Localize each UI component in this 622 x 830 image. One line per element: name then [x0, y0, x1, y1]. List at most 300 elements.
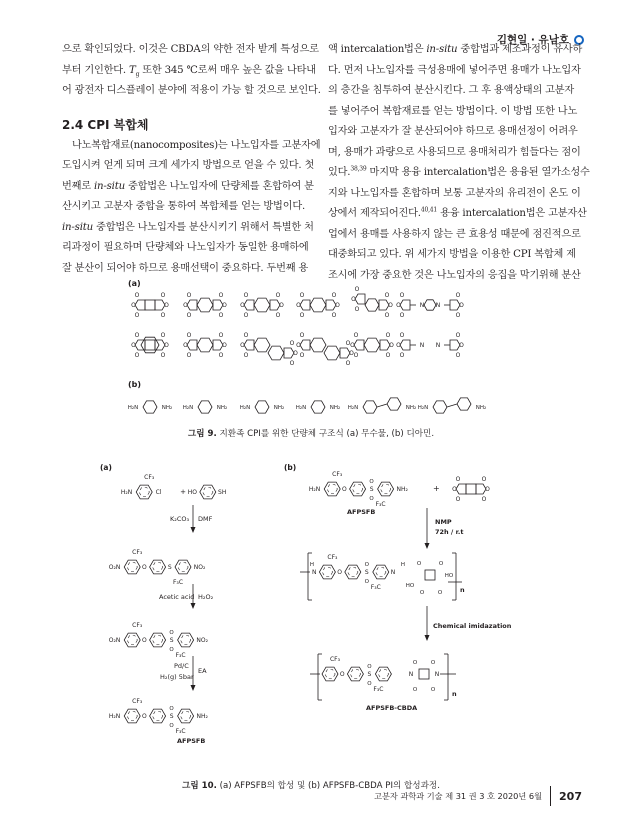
atom-label: H — [400, 562, 406, 568]
atom-label: O — [186, 292, 192, 299]
atom-label: O — [131, 302, 136, 309]
text-segment: 또한 345 ℃로써 매우 높은 값을 나타내 — [139, 64, 316, 76]
text-segment: 업에서 용매를 사용하지 않는 큰 효용성 때문에 점진적으로 — [328, 228, 581, 240]
amine-label: H₂N — [295, 405, 307, 411]
text-segment: 대중화되고 있다. 위 세가지 방법을 이용한 CPI 복합체 제 — [328, 249, 576, 260]
ring — [268, 346, 284, 360]
imidization-label: Chemical imidazation — [433, 622, 512, 630]
atom-label: O — [169, 706, 174, 712]
diamine-structure — [348, 398, 416, 413]
ring — [345, 565, 361, 579]
atom-label: O — [275, 312, 281, 319]
atom-label: HO — [444, 573, 454, 579]
author-names: 김현일 · 유남호 — [496, 34, 569, 46]
atom-label: F₃C — [375, 501, 386, 508]
footer-divider — [550, 786, 551, 806]
dianhydride-structure — [396, 332, 464, 359]
diamine-structure — [128, 401, 172, 413]
atom-label: O — [354, 306, 360, 313]
ring — [387, 398, 401, 410]
aromatic-ring — [127, 563, 137, 572]
step1-solvent: DMF — [198, 515, 213, 523]
anhydride-ring — [244, 340, 254, 350]
step3-catalyst: Pd/C — [174, 662, 189, 670]
ring — [136, 485, 152, 499]
atom-label: O — [289, 340, 295, 347]
polymer-name: AFPSFB-CBDA — [366, 704, 418, 712]
figure-10 — [100, 463, 512, 745]
atom-label: O — [275, 292, 281, 299]
amine-label: NH₂ — [405, 405, 417, 411]
text-segment: 으로 확인되었다. 이것은 CBDA의 약한 전자 받게 특성으로 — [62, 44, 319, 55]
plus-sign: + — [180, 488, 186, 496]
figure-9 — [128, 279, 486, 413]
atom-label: O — [369, 496, 374, 502]
atom-label: O — [222, 302, 227, 309]
atom-label: NH₂ — [396, 486, 408, 493]
ring — [124, 560, 140, 574]
dianhydride-structure — [240, 332, 298, 367]
atom-label: O — [169, 647, 174, 653]
atom-label: O — [164, 342, 169, 349]
anhydride-ring — [355, 294, 365, 304]
dianhydride-structure — [350, 332, 394, 359]
anhydride-ring — [400, 340, 410, 350]
atom-label: O — [160, 332, 166, 339]
atom-label: O — [412, 660, 418, 666]
repeat-unit-n: n — [452, 690, 457, 698]
text-segment: 도입시켜 얻게 되며 크게 세가지 방법으로 얻을 수 있다. 첫 — [62, 160, 315, 171]
ring — [124, 709, 140, 723]
atom-label: N — [390, 569, 396, 576]
atom-label: CF₃ — [332, 471, 343, 478]
atom-label: O — [385, 352, 391, 359]
molecule-structure — [109, 622, 209, 659]
ring — [175, 560, 191, 574]
anhydride-ring — [135, 340, 145, 350]
aromatic-ring — [325, 670, 335, 679]
ring — [254, 338, 270, 352]
aromatic-ring — [350, 670, 360, 679]
ring — [373, 565, 389, 579]
atom-label: O — [399, 352, 405, 359]
aromatic-ring — [152, 563, 162, 572]
atom-label: O — [335, 302, 340, 309]
atom-label: O — [353, 352, 359, 359]
aromatic-ring — [348, 568, 358, 577]
atom-label: O — [438, 561, 444, 567]
atom-label: H₂N — [308, 486, 321, 493]
atom-label: HO — [405, 583, 415, 589]
ring — [198, 401, 212, 413]
text-segment: in-situ — [93, 180, 125, 192]
fig10-panel-a-label: (a) — [100, 463, 112, 472]
atom-label: Cl — [155, 489, 162, 496]
atom-label: S — [169, 713, 174, 720]
atom-label: F₃C — [175, 652, 186, 659]
atom-label: NO₂ — [193, 564, 206, 571]
aromatic-ring — [180, 712, 190, 721]
fig10b-monomer-name: AFPSFB — [347, 508, 376, 516]
diamine-structure — [183, 401, 227, 413]
aromatic-ring — [152, 712, 162, 721]
atom-label: O — [131, 342, 136, 349]
atom-label: S — [364, 569, 369, 576]
atom-label: O — [367, 664, 372, 670]
atom-label: O — [299, 312, 305, 319]
caption-label: 그림 9. — [187, 429, 217, 439]
ring — [197, 298, 213, 312]
molecule-structure — [109, 698, 209, 735]
ring — [143, 401, 157, 413]
atom-label: H₂N — [108, 713, 121, 720]
atom-label: O — [485, 486, 490, 493]
text-segment: g — [135, 70, 140, 78]
atom-label: O — [388, 302, 393, 309]
atom-label: O — [384, 292, 390, 299]
ring — [375, 667, 391, 681]
atom-label: O — [396, 342, 401, 349]
atom-label: O — [345, 340, 351, 347]
dianhydride-structure — [351, 286, 393, 319]
atom-label: NO₂ — [196, 637, 209, 644]
ring — [378, 482, 394, 496]
atom-label: N — [311, 569, 317, 576]
atom-label: O — [142, 564, 147, 571]
section-heading: 2.4 CPI 복합체 — [62, 117, 149, 132]
dianhydride-structure — [296, 292, 340, 319]
repeat-unit-n: n — [460, 586, 465, 594]
text-segment: 조시에 가장 중요한 것은 나노입자의 응집을 막기위해 분산 — [328, 269, 581, 281]
ring — [255, 401, 269, 413]
aromatic-ring — [378, 670, 388, 679]
molecule-structure — [109, 549, 206, 586]
page-number: 207 — [559, 789, 582, 803]
anhydride-ring — [400, 300, 410, 310]
bond — [447, 404, 457, 407]
atom-label: O — [364, 562, 369, 568]
cbda-dianhydride — [452, 476, 490, 503]
text-segment: 지와 나노입자를 혼합하며 보통 고분자의 유리전이 온도 이 — [328, 187, 581, 199]
atom-label: O — [455, 352, 461, 359]
atom-label: O — [164, 302, 169, 309]
atom-label: O — [240, 342, 245, 349]
ring — [150, 560, 166, 574]
atom-label: O — [218, 332, 224, 339]
atom-label: O — [169, 723, 174, 729]
ring — [424, 300, 436, 310]
text-segment: T — [128, 64, 136, 76]
atom-label: O — [455, 292, 461, 299]
atom-label: F₃C — [175, 728, 186, 735]
atom-label: O — [430, 660, 436, 666]
atom-label: O — [160, 292, 166, 299]
cyclobutane-ring — [425, 570, 435, 580]
anhydride-ring — [135, 300, 145, 310]
atom-label: O — [142, 713, 147, 720]
figure-9-caption — [0, 427, 622, 439]
text-segment: 어 광전자 디스플레이 분야에 적용이 가능 할 것으로 보인다. — [62, 85, 321, 96]
amine-label: H₂N — [347, 405, 359, 411]
ring — [124, 633, 140, 647]
atom-label: O — [296, 302, 301, 309]
atom-label: O — [160, 312, 166, 319]
text-segment: 며, 용매가 과량으로 사용되므로 용매처리가 힘들다는 점이 — [328, 146, 581, 158]
amine-label: H₂N — [417, 405, 429, 411]
atom-label: O — [142, 637, 147, 644]
cyclobutane-ring — [466, 484, 476, 494]
caption-label: 그림 10. — [182, 781, 217, 791]
atom-label: O — [299, 332, 305, 339]
text-segment: 중합법은 나노입자에 단량체를 혼합하여 분 — [124, 180, 314, 192]
ring — [197, 338, 213, 352]
text-segment: 입자와 고분자가 잘 분산되어야 하므로 용매선정이 어려우 — [328, 126, 578, 137]
aromatic-ring — [322, 568, 332, 577]
atom-label: O — [337, 569, 342, 576]
atom-label: O — [186, 312, 192, 319]
diamine-structure — [296, 401, 340, 413]
dianhydride-structure — [396, 292, 464, 319]
ring — [364, 338, 380, 352]
atom-label: O — [279, 302, 284, 309]
atom-label: O — [385, 332, 391, 339]
atom-label: O — [412, 687, 418, 693]
anhydride-ring — [300, 300, 310, 310]
ring — [178, 709, 194, 723]
aromatic-ring — [178, 563, 188, 572]
atom-label: O — [364, 579, 369, 585]
ring — [433, 401, 447, 413]
atom-label: S — [369, 486, 374, 493]
atom-label: O — [183, 342, 188, 349]
atom-label: CF₃ — [327, 554, 338, 561]
atom-label: O — [218, 292, 224, 299]
atom-label: O — [296, 342, 301, 349]
plus-sign: + — [433, 484, 440, 493]
atom-label: O — [455, 476, 461, 483]
aromatic-ring — [139, 488, 149, 497]
atom-label: O — [396, 302, 401, 309]
text-segment: 중합법과 제조과정이 유사하 — [457, 44, 583, 55]
atom-label: O₂N — [108, 637, 121, 644]
amine-label: H₂N — [239, 405, 251, 411]
ring — [178, 633, 194, 647]
aromatic-ring — [152, 636, 162, 645]
reaction-arrow-head — [191, 527, 196, 533]
text-segment: 산시키고 고분자 중합을 통하여 복합체를 얻는 방법이다. — [62, 201, 306, 212]
amine-label: NH₂ — [273, 405, 285, 411]
atom-label: O — [243, 292, 249, 299]
imide-core — [409, 660, 440, 693]
journal-info: 고분자 과학과 기술 제 31 권 3 호 2020년 6월 — [374, 790, 543, 801]
atom-label: O — [399, 312, 405, 319]
atom-label: O — [134, 352, 140, 359]
dianhydride-structure — [296, 332, 354, 367]
atom-label: O — [240, 302, 245, 309]
reaction-arrow-head — [191, 685, 196, 691]
atom-label: O — [169, 630, 174, 636]
atom-label: O — [384, 312, 390, 319]
atom-label: O — [419, 590, 425, 596]
cyclobutane-ring — [419, 669, 429, 679]
text-segment: 중합법은 나노입자를 분산시키기 위해서 특별한 처 — [93, 221, 314, 233]
anhydride-ring — [187, 300, 197, 310]
molecule-structure — [309, 471, 409, 508]
amine-label: NH₂ — [216, 405, 228, 411]
text-segment: 마지막 용융 intercalation법은 용융된 열가소성수 — [366, 167, 590, 178]
atom-label: O₂N — [108, 564, 121, 571]
anhydride-ring — [187, 340, 197, 350]
anhydride-ring — [354, 340, 364, 350]
text-segment: 를 넣어주어 복합재료를 얻는 방법이다. 이 방법 또한 나노 — [328, 105, 578, 117]
ring — [347, 667, 363, 681]
atom-label: O — [354, 286, 360, 293]
atom-label: N — [408, 671, 414, 678]
amine-label: NH₂ — [329, 405, 341, 411]
text-segment: 나노복합재료(nanocomposites)는 나노입자를 고분자에 — [72, 139, 321, 151]
aromatic-ring — [203, 488, 213, 497]
atom-label: O — [353, 332, 359, 339]
text-segment: 상에서 제작되어진다. — [328, 208, 421, 219]
atom-label: O — [369, 479, 374, 485]
molecule-structure — [309, 554, 396, 591]
text-segment: in-situ — [62, 221, 94, 233]
atom-label: O — [351, 296, 356, 303]
fig10-panel-b-label: (b) — [284, 463, 297, 472]
atom-label: O — [134, 332, 140, 339]
ring — [141, 337, 159, 353]
atom-label: O — [416, 561, 422, 567]
ring — [324, 482, 340, 496]
ring — [150, 709, 166, 723]
atom-label: O — [331, 312, 337, 319]
atom-label: S — [167, 564, 172, 571]
text-segment: 용융 intercalation법은 고분자산 — [437, 208, 587, 219]
page-footer — [374, 786, 582, 806]
atom-label: O — [293, 350, 298, 357]
ring — [363, 401, 377, 413]
amine-label: NH₂ — [161, 405, 173, 411]
atom-label: O — [243, 352, 249, 359]
ring — [457, 398, 471, 410]
atom-label: O — [186, 332, 192, 339]
diamine-structure — [418, 398, 486, 413]
atom-label: O — [399, 332, 405, 339]
atom-label: O — [160, 352, 166, 359]
atom-label: N — [435, 302, 441, 309]
text-segment: 40,41 — [420, 206, 438, 214]
ring — [319, 565, 335, 579]
atom-label: O — [459, 302, 464, 309]
atom-label: O — [459, 342, 464, 349]
atom-label: O — [389, 342, 394, 349]
text-segment: 액 intercalation법은 — [328, 44, 427, 55]
atom-label: N — [435, 342, 441, 349]
atom-label: S — [367, 671, 372, 678]
text-segment: 38,39 — [350, 165, 367, 173]
dianhydride-structure — [131, 332, 169, 359]
atom-label: F₃C — [373, 686, 384, 693]
aromatic-ring — [327, 485, 337, 494]
atom-label: O — [331, 292, 337, 299]
atom-label: CF₃ — [132, 549, 143, 556]
atom-label: O — [452, 486, 457, 493]
ring — [310, 338, 326, 352]
atom-label: O — [342, 486, 347, 493]
text-segment: 부터 기인한다. — [62, 64, 129, 76]
reaction-arrow-head — [425, 635, 430, 641]
step3-solvent: EA — [198, 667, 207, 675]
anhydride-ring — [456, 484, 466, 494]
atom-label: O — [222, 342, 227, 349]
atom-label: O — [299, 352, 305, 359]
reaction-arrow-head — [425, 543, 430, 549]
reaction-arrow-head — [191, 603, 196, 609]
atom-label: H — [309, 562, 315, 568]
atom-label: CF₃ — [329, 656, 341, 663]
atom-label: HO — [187, 489, 198, 496]
amine-label: H₂N — [182, 405, 194, 411]
ring — [150, 633, 166, 647]
atom-label: O — [345, 360, 351, 367]
dianhydride-structure — [240, 292, 284, 319]
atom-label: N — [419, 342, 425, 349]
cyclobutane-ring — [145, 300, 155, 310]
ring — [322, 667, 338, 681]
cyclobutane-ring — [145, 340, 155, 350]
text-segment: 다. 먼저 나노입자를 극성용매에 넣어주면 용매가 나노입자 — [328, 64, 581, 76]
atom-label: O — [243, 332, 249, 339]
atom-label: CF₃ — [144, 474, 155, 481]
cyclobutane-acid — [406, 561, 454, 596]
atom-label: O — [339, 671, 345, 678]
molecule-structure — [188, 485, 227, 499]
aromatic-ring — [127, 712, 137, 721]
step1-reagent: K₂CO₃ — [170, 515, 190, 523]
aromatic-ring — [380, 485, 390, 494]
atom-label: O — [367, 681, 372, 687]
step2-reagent: Acetic acid — [159, 593, 195, 601]
aromatic-ring — [127, 636, 137, 645]
atom-label: O — [437, 590, 443, 596]
ring — [365, 299, 379, 311]
aromatic-ring — [376, 568, 386, 577]
text-segment: 리과정이 필요하며 단량체와 나노입자가 동일한 용매하에 — [62, 242, 309, 253]
atom-label: O — [430, 687, 436, 693]
atom-label: CF₃ — [132, 622, 143, 629]
atom-label: O — [455, 496, 461, 503]
dianhydride-structure — [183, 292, 227, 319]
atom-label: O — [481, 476, 487, 483]
text-segment: in-situ — [426, 44, 458, 55]
atom-label: SH — [218, 489, 227, 496]
dianhydride-structure — [183, 332, 227, 359]
step3-gas: H₂(g) 5bar — [160, 673, 194, 681]
ring — [350, 482, 366, 496]
polymerization-solvent: NMP — [435, 518, 452, 526]
atom-label: O — [399, 292, 405, 299]
atom-label: F₃C — [370, 584, 381, 591]
atom-label: O — [481, 496, 487, 503]
ring — [254, 298, 270, 312]
anhydride-ring — [244, 300, 254, 310]
aromatic-ring — [180, 636, 190, 645]
ring — [324, 346, 340, 360]
amine-label: NH₂ — [475, 405, 487, 411]
fig9-panel-a-label: (a) — [128, 279, 141, 288]
dianhydride-structure — [131, 292, 169, 319]
atom-label: O — [243, 312, 249, 319]
